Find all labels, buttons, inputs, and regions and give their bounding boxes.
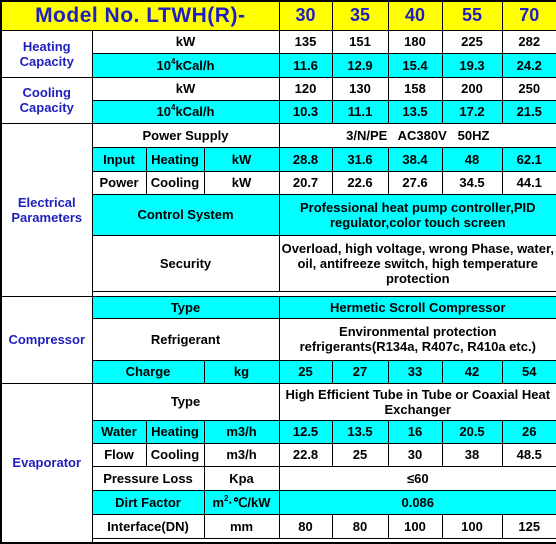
security-label: Security — [92, 235, 279, 291]
table-cell: 48 — [442, 147, 502, 171]
flow-label: Flow — [92, 443, 146, 466]
table-cell: 54 — [502, 360, 556, 383]
dirt-factor-label: Dirt Factor — [92, 490, 204, 514]
table-cell: 282 — [502, 30, 556, 53]
cooling-kw-unit: kW — [92, 77, 279, 100]
refrigerant-value: Environmental protection refrigerants(R134a, R407c, R410a etc.) — [279, 318, 556, 360]
model-title: Model No. LTWH(R)- — [1, 1, 279, 30]
table-cell: 38.4 — [388, 147, 442, 171]
table-cell: 34.5 — [442, 171, 502, 194]
table-row — [1, 30, 556, 53]
table-cell: 130 — [332, 77, 388, 100]
table-cell: 11.1 — [332, 100, 388, 123]
pressure-loss-label: Pressure Loss — [92, 466, 204, 490]
compressor-label: Compressor — [1, 296, 92, 383]
unit-cell: kW — [204, 171, 279, 194]
evaporator-type-label: Type — [92, 383, 279, 420]
security-value: Overload, high voltage, wrong Phase, water, oil, antifreeze switch, high temperature protection — [279, 235, 556, 291]
table-cell: 13.5 — [388, 100, 442, 123]
table-cell: 26 — [502, 420, 556, 443]
table-cell: 80 — [279, 514, 332, 538]
table-cell: 19.3 — [442, 53, 502, 77]
table-cell: 151 — [332, 30, 388, 53]
table-cell: 25 — [332, 443, 388, 466]
table-cell: 125 — [502, 514, 556, 538]
table-cell: 17.2 — [442, 100, 502, 123]
table-cell: 27.6 — [388, 171, 442, 194]
control-system-value: Professional heat pump controller,PID regulator,color touch screen — [279, 194, 556, 235]
charge-label: Charge — [92, 360, 204, 383]
unit-cell: m3/h — [204, 443, 279, 466]
table-cell: 158 — [388, 77, 442, 100]
table-cell: 31.6 — [332, 147, 388, 171]
table-cell: 20.7 — [279, 171, 332, 194]
heating-label: Heating — [146, 147, 204, 171]
table-cell: 22.6 — [332, 171, 388, 194]
table-cell: 20.5 — [442, 420, 502, 443]
model-40: 40 — [388, 1, 442, 30]
dirt-factor-unit: $m^2\cdot℃/kW$ — [204, 490, 279, 514]
table-cell: 80 — [332, 514, 388, 538]
table-cell: 25 — [279, 360, 332, 383]
table-cell: 24.2 — [502, 53, 556, 77]
table-cell: 30 — [388, 443, 442, 466]
dirt-factor-value: 0.086 — [279, 490, 556, 514]
heating-kcal-unit: $10^4kCal/h$ — [92, 53, 279, 77]
table-cell: 27 — [332, 360, 388, 383]
table-cell: 21.5 — [502, 100, 556, 123]
heating-label: Heating — [146, 420, 204, 443]
unit-cell: kg — [204, 360, 279, 383]
cooling-label: Cooling — [146, 443, 204, 466]
heating-kw-unit: kW — [92, 30, 279, 53]
table-cell: 12.9 — [332, 53, 388, 77]
table-cell: 38 — [442, 443, 502, 466]
model-70: 70 — [502, 1, 556, 30]
table-cell: 16 — [388, 420, 442, 443]
heating-capacity-label: Heating Capacity — [1, 30, 92, 77]
table-cell: 44.1 — [502, 171, 556, 194]
table-cell: 11.6 — [279, 53, 332, 77]
table-row — [1, 77, 556, 100]
table-cell: 42 — [442, 360, 502, 383]
table-cell: 225 — [442, 30, 502, 53]
power-supply-value: 3/N/PE AC380V 50HZ — [279, 123, 556, 147]
table-cell: 48.5 — [502, 443, 556, 466]
table-cell: 12.5 — [279, 420, 332, 443]
evaporator-type-value: High Efficient Tube in Tube or Coaxial Heat Exchanger — [279, 383, 556, 420]
unit-cell: kW — [204, 147, 279, 171]
table-row — [1, 383, 556, 420]
power-label: Power — [92, 171, 146, 194]
table-cell: 62.1 — [502, 147, 556, 171]
electrical-parameters-label: Electrical Parameters — [1, 123, 92, 296]
table-cell: 250 — [502, 77, 556, 100]
table-cell: 33 — [388, 360, 442, 383]
compressor-type-label: Type — [92, 296, 279, 318]
table-row — [1, 296, 556, 318]
unit-cell: mm — [204, 514, 279, 538]
power-supply-label: Power Supply — [92, 123, 279, 147]
pressure-loss-value: ≤60 — [279, 466, 556, 490]
table-cell: 100 — [388, 514, 442, 538]
table-cell: 22.8 — [279, 443, 332, 466]
water-label: Water — [92, 420, 146, 443]
table-cell: 135 — [279, 30, 332, 53]
cooling-kcal-unit: $10^4kCal/h$ — [92, 100, 279, 123]
table-cell: 100 — [442, 514, 502, 538]
compressor-type-value: Hermetic Scroll Compressor — [279, 296, 556, 318]
table-cell: 13.5 — [332, 420, 388, 443]
model-55: 55 — [442, 1, 502, 30]
evaporator-label: Evaporator — [1, 383, 92, 543]
input-label: Input — [92, 147, 146, 171]
table-row — [1, 123, 556, 147]
cooling-capacity-label: Cooling Capacity — [1, 77, 92, 123]
header-row — [1, 1, 556, 30]
interface-label: Interface(DN) — [92, 514, 204, 538]
table-cell: 120 — [279, 77, 332, 100]
model-30: 30 — [279, 1, 332, 30]
table-cell: 28.8 — [279, 147, 332, 171]
unit-cell: Kpa — [204, 466, 279, 490]
table-cell: 15.4 — [388, 53, 442, 77]
cooling-label: Cooling — [146, 171, 204, 194]
table-cell: 180 — [388, 30, 442, 53]
table-cell: 10.3 — [279, 100, 332, 123]
table-cell: 200 — [442, 77, 502, 100]
unit-cell: m3/h — [204, 420, 279, 443]
control-system-label: Control System — [92, 194, 279, 235]
refrigerant-label: Refrigerant — [92, 318, 279, 360]
model-35: 35 — [332, 1, 388, 30]
